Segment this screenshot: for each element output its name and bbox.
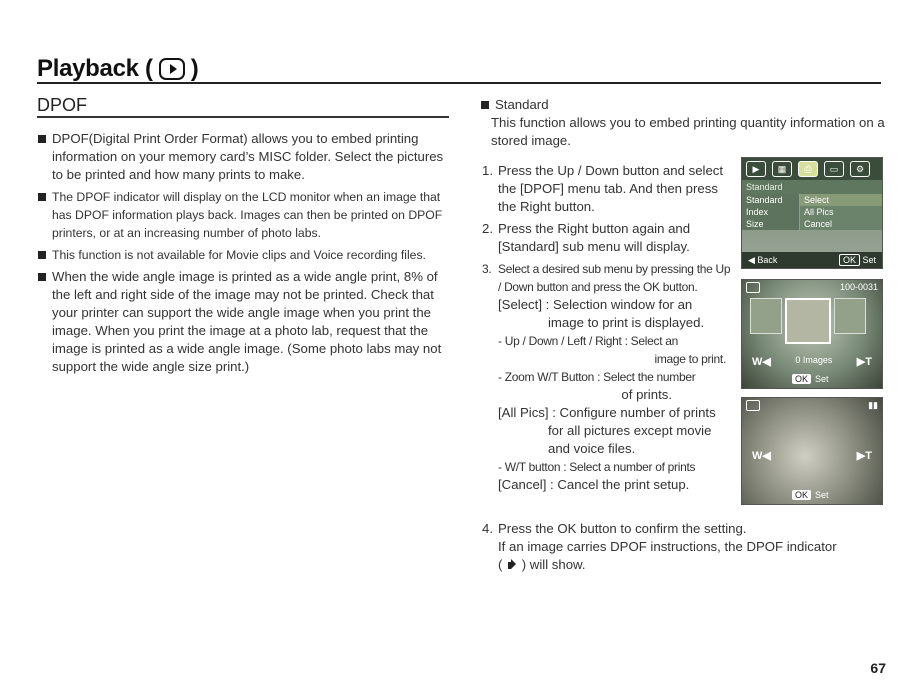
w-label: W◀ [752, 356, 771, 368]
dpof-indicator-icon [506, 558, 518, 570]
allpics-topbar [742, 398, 882, 413]
camera-screen-allpics [741, 397, 883, 505]
menu-footer [742, 252, 882, 268]
dpof-note-indicator: ( ) will show. [498, 557, 586, 572]
camera-screen-select [741, 279, 883, 389]
dpof-note: If an image carries DPOF instructions, the DPOF indicator [498, 539, 837, 554]
thumbnail [834, 298, 866, 334]
section-divider [37, 116, 449, 118]
list-item: The DPOF indicator will display on the LCD monitor when an image that has DPOF information plays back. Images can then be printed on DPOF printers, or at an increasing number of photo labs. [37, 188, 449, 242]
thumbnail-selected [785, 298, 831, 344]
bullet-icon [481, 101, 489, 109]
select-option: [Select] : Selection window for an [498, 297, 693, 312]
standard-section [480, 96, 890, 150]
playback-icon [159, 58, 185, 80]
ok-set-hint: OK Set [839, 255, 876, 265]
playback-mode-icon [746, 282, 760, 293]
select-nav-cont: image to print. [654, 352, 726, 366]
dpof-tab-icon: ⎙ [798, 161, 818, 177]
select-topbar [742, 280, 882, 295]
t-label: ▶T [856, 450, 872, 462]
list-item: DPOF(Digital Print Order Format) allows you to embed printing information on your memory card’s MISC folder. Select the pictures to be printed and how many prints to make. [37, 130, 449, 184]
menu-title: Standard [742, 180, 882, 194]
list-item: When the wide angle image is printed as a wide angle print, 8% of the left and right side of the image may not be printed. Check that your printer can support the wide angle image when you print the image. When you print the image at a photo lab, request that the image is printed as a wide angle image. (Some photo labs may not support the wide angle size print.) [37, 268, 449, 376]
cancel-option: [Cancel] : Cancel the print setup. [498, 477, 690, 492]
title-text: Playback ( [37, 55, 153, 82]
wt-bar [742, 449, 882, 462]
image-count: 0 Images [795, 355, 833, 365]
wt-bar [742, 355, 882, 368]
file-number: 100-0031 [839, 282, 878, 292]
playback-mode-icon [746, 400, 760, 411]
standard-heading: Standard [495, 97, 549, 112]
t-label: ▶T [856, 356, 872, 368]
select-nav: - Up / Down / Left / Right : Select an [498, 334, 679, 348]
page-title [37, 55, 198, 83]
zoom-desc-cont: of prints. [621, 387, 672, 402]
step-3: 3. Select a desired sub menu by pressing the Up / Down button and press the OK button. [482, 262, 731, 294]
playback-tab-icon: ▶ [746, 161, 766, 177]
ok-set-hint: OK Set [792, 374, 829, 384]
battery-icon: ▮▮ [868, 400, 878, 410]
wt-desc: - W/T button : Select a number of prints [498, 460, 696, 474]
menu-row: Standard Select [742, 194, 882, 206]
bullet-icon [38, 135, 46, 143]
thumbnail-strip [742, 295, 882, 347]
title-divider [37, 82, 881, 84]
display-tab-icon: ▭ [824, 161, 844, 177]
setup-tab-icon: ⚙ [850, 161, 870, 177]
bullet-icon [38, 251, 46, 259]
bullet-icon [38, 273, 46, 281]
back-hint: ◀ Back [748, 254, 778, 265]
w-label: W◀ [752, 450, 771, 462]
allpics-option: [All Pics] : Configure number of prints [498, 405, 716, 420]
menu-row: Size Cancel [742, 218, 882, 230]
step-1: 1. Press the Up / Down button and select the [DPOF] menu tab. And then press the Right button. [482, 163, 724, 214]
image-tab-icon: ▦ [772, 161, 792, 177]
left-bullet-list [37, 130, 449, 380]
allpics-desc-cont: and voice files. [548, 441, 636, 456]
select-option-desc: image to print is displayed. [548, 315, 705, 330]
page-number: 67 [870, 660, 886, 676]
section-heading: DPOF [37, 95, 88, 115]
zoom-desc: - Zoom W/T Button : Select the number [498, 370, 696, 384]
menu-tabs [742, 158, 882, 180]
allpics-desc: for all pictures except movie [548, 423, 712, 438]
steps-list [482, 162, 732, 494]
camera-screen-menu [741, 157, 883, 269]
step-2: 2. Press the Right button again and [Standard] sub menu will display. [482, 221, 691, 254]
standard-description: This function allows you to embed printing quantity information on a stored image. [491, 115, 885, 148]
thumbnail [750, 298, 782, 334]
list-item: This function is not available for Movie clips and Voice recording files. [37, 246, 449, 264]
title-close: ) [190, 55, 199, 82]
step-4: 4. Press the OK button to confirm the setting. If an image carries DPOF instructions, the DPOF indicator ( ) will show. [482, 520, 882, 574]
menu-row: Index All Pics [742, 206, 882, 218]
bullet-icon [38, 193, 46, 201]
ok-set-hint: OK Set [792, 490, 829, 500]
